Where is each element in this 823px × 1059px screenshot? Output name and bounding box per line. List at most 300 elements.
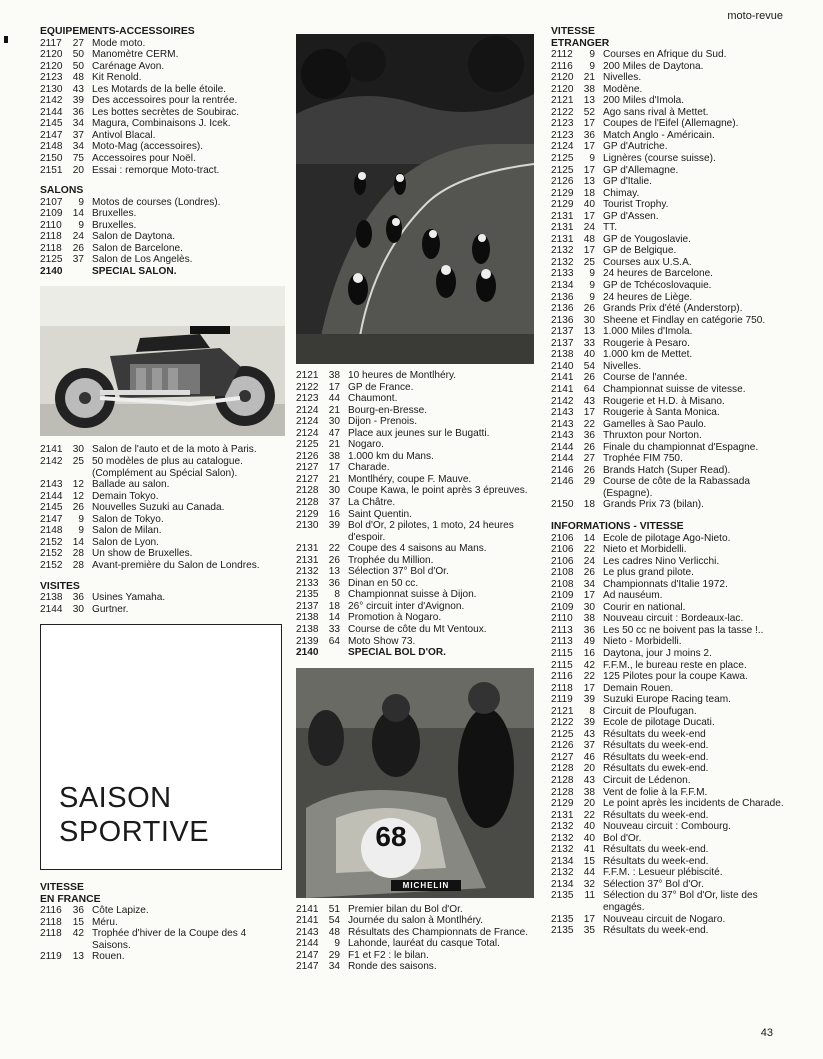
entry-title: Ad nauséum. — [603, 590, 663, 602]
issue-number: 2110 — [40, 219, 62, 231]
index-entry — [40, 479, 285, 491]
issue-number: 2133 — [296, 577, 319, 589]
issue-number: 2135 — [296, 589, 319, 601]
motorcycle-photo — [40, 286, 285, 436]
issue-number: 2140 — [40, 265, 63, 277]
index-entry — [551, 544, 796, 556]
index-entry — [40, 514, 285, 526]
index-entry — [40, 243, 285, 255]
index-entry — [551, 763, 796, 775]
issue-number: 2147 — [296, 949, 319, 961]
entry-title: Grands Prix d'été (Anderstorp). — [603, 303, 743, 315]
entry-title: Bruxelles. — [92, 208, 137, 220]
index-entry — [296, 950, 534, 962]
page-ref: 14 — [72, 208, 84, 220]
issue-number: 2140 — [551, 360, 574, 372]
page-ref: 26 — [72, 502, 84, 514]
index-entry — [551, 476, 796, 499]
index-entry — [551, 683, 796, 695]
entry-title: Championnat suisse à Dijon. — [348, 589, 477, 601]
entry-title: Salon de Daytona. — [92, 231, 176, 243]
page-ref: 15 — [72, 916, 84, 928]
issue-number: 2128 — [296, 485, 319, 497]
index-section — [40, 26, 285, 176]
issue-number: 2143 — [551, 430, 574, 442]
index-entry — [551, 821, 796, 833]
issue-number: 2141 — [551, 383, 574, 395]
index-entry — [551, 706, 796, 718]
entry-title: Ballade au salon. — [92, 479, 170, 491]
index-entry — [551, 234, 796, 246]
entry-title: Courses en Afrique du Sud. — [603, 49, 727, 61]
issue-number: 2132 — [551, 844, 574, 856]
issue-number: 2109 — [551, 601, 574, 613]
entry-title: Nivelles. — [603, 72, 642, 84]
page-ref: 52 — [583, 106, 595, 118]
page-ref: 43 — [583, 395, 595, 407]
index-entry — [296, 589, 534, 601]
page-ref: 32 — [583, 878, 595, 890]
entry-title: Finale du championnat d'Espagne. — [603, 441, 759, 453]
entry-title: Match Anglo - Américain. — [603, 129, 715, 141]
issue-number: 2132 — [551, 245, 574, 257]
page-ref: 36 — [583, 129, 595, 141]
index-entry — [551, 694, 796, 706]
entry-title: Salon de l'auto et de la moto à Paris. — [92, 444, 257, 456]
issue-number: 2147 — [40, 513, 63, 525]
page-ref: 17 — [583, 245, 595, 257]
index-entry — [40, 231, 285, 243]
page-ref: 17 — [583, 164, 595, 176]
index-entry — [551, 107, 796, 119]
index-entry — [40, 72, 285, 84]
page-ref: 12 — [72, 479, 84, 491]
index-entry — [551, 280, 796, 292]
race-track-photo — [296, 34, 534, 364]
col1-visites — [40, 581, 285, 616]
page-ref: 36 — [583, 430, 595, 442]
page-ref: 30 — [72, 444, 84, 456]
entry-title: Modène. — [603, 83, 643, 95]
michelin-banner: MICHELIN — [391, 880, 461, 892]
index-entry — [551, 141, 796, 153]
page-ref: 50 — [72, 49, 84, 61]
page-ref: 9 — [589, 60, 595, 72]
entry-title: Les cadres Nino Verlicchi. — [603, 555, 720, 567]
index-entry — [296, 393, 534, 405]
page-ref: 9 — [589, 153, 595, 165]
issue-number: 2138 — [551, 349, 574, 361]
issue-number: 2144 — [40, 603, 63, 615]
page-ref: 40 — [583, 821, 595, 833]
page-ref: 48 — [328, 926, 340, 938]
index-entry — [296, 566, 534, 578]
entry-title: Courses aux U.S.A. — [603, 256, 692, 268]
index-entry — [551, 188, 796, 200]
index-entry — [551, 419, 796, 431]
index-entry — [551, 303, 796, 315]
issue-number: 2118 — [40, 242, 62, 254]
entry-title: 200 Miles d'Imola. — [603, 95, 685, 107]
index-entry — [40, 130, 285, 142]
entry-title: GP d'Autriche. — [603, 141, 668, 153]
page-ref: 26 — [328, 554, 340, 566]
issue-number: 2116 — [551, 671, 573, 683]
issue-number: 2123 — [551, 118, 574, 130]
entry-title: Antivol Blacal. — [92, 129, 156, 141]
entry-title: Les bottes secrètes de Soubirac. — [92, 106, 240, 118]
index-entry — [296, 462, 534, 474]
index-entry — [551, 798, 796, 810]
index-entry — [551, 292, 796, 304]
entry-title: Course de côte de la Rabassada (Espagne). — [603, 476, 751, 499]
col1-vitesse-france — [40, 882, 285, 963]
entry-title: 26° circuit inter d'Avignon. — [348, 600, 465, 612]
index-entry — [551, 879, 796, 891]
issue-number: 2121 — [296, 370, 319, 381]
issue-number: 2141 — [40, 444, 63, 456]
entry-title: Résultats du week-end. — [603, 925, 709, 937]
issue-number: 2109 — [551, 590, 574, 602]
entry-title: Avant-première du Salon de Londres. — [92, 559, 260, 571]
page-ref: 9 — [334, 938, 340, 950]
entry-title: Thruxton pour Norton. — [603, 430, 702, 442]
index-entry — [551, 84, 796, 96]
entry-title: Nogaro. — [348, 439, 384, 451]
issue-number: 2132 — [551, 867, 574, 879]
index-entry — [40, 84, 285, 96]
issue-number: 2126 — [551, 740, 574, 752]
issue-number: 2122 — [296, 381, 319, 393]
entry-title: Ecole de pilotage Ago-Nieto. — [603, 532, 731, 544]
page-ref: 26 — [583, 464, 595, 476]
index-entry — [551, 914, 796, 926]
entry-title: Résultats du ewek-end. — [603, 763, 709, 775]
page-ref: 36 — [583, 624, 595, 636]
entry-title: Résultats du week-end. — [603, 855, 709, 867]
index-entry — [40, 95, 285, 107]
column-left — [40, 26, 285, 972]
page-ref: 39 — [583, 717, 595, 729]
entry-title: Sélection du 37° Bol d'Or, liste des engagés. — [603, 890, 758, 914]
index-entry — [551, 648, 796, 660]
col3-informations-vitesse — [551, 521, 796, 937]
page-ref: 34 — [328, 961, 340, 973]
page-ref: 14 — [583, 532, 595, 544]
page-ref: 18 — [328, 600, 340, 612]
index-entry — [551, 257, 796, 269]
page-ref: 27 — [583, 453, 595, 465]
page-ref: 9 — [589, 291, 595, 303]
index-entry — [296, 439, 534, 451]
issue-number: 2131 — [296, 554, 319, 566]
issue-number: 2125 — [551, 153, 574, 165]
issue-number: 2136 — [551, 303, 574, 315]
page-ref: 17 — [583, 118, 595, 130]
issue-number: 2142 — [40, 456, 63, 468]
page-ref: 22 — [583, 671, 595, 683]
issue-number: 2116 — [551, 60, 573, 72]
page-ref: 12 — [72, 490, 84, 502]
page-ref: 64 — [328, 635, 340, 647]
index-entry — [40, 592, 285, 604]
entry-title: Montlhéry, coupe F. Mauve. — [348, 473, 472, 485]
index-entry — [40, 560, 285, 572]
page-ref: 36 — [72, 106, 84, 118]
issue-number: 2152 — [40, 559, 63, 571]
saison-sportive-heading — [59, 781, 209, 849]
page-ref: 43 — [72, 83, 84, 95]
page-ref: 17 — [328, 462, 340, 474]
index-entry — [551, 361, 796, 373]
issue-number: 2115 — [551, 647, 573, 659]
entry-title: 200 Miles de Daytona. — [603, 60, 704, 72]
issue-number: 2151 — [40, 164, 63, 176]
page-ref: 20 — [583, 763, 595, 775]
issue-number: 2130 — [40, 83, 63, 95]
index-entry — [40, 254, 285, 266]
entry-title: Gurtner. — [92, 603, 129, 615]
riders-image — [296, 668, 534, 898]
issue-number: 2148 — [40, 525, 63, 537]
entry-title: Rougerie et H.D. à Misano. — [603, 395, 725, 407]
issue-number: 2127 — [296, 473, 319, 485]
issue-number: 2144 — [551, 453, 574, 465]
entry-title: Résultats des Championnats de France. — [348, 926, 529, 938]
entry-title: Kit Renold. — [92, 72, 142, 84]
page-ref: 35 — [583, 925, 595, 937]
entry-title: GP de Belgique. — [603, 245, 677, 257]
page-ref: 25 — [583, 256, 595, 268]
entry-title: 1.000 km de Mettet. — [603, 349, 693, 361]
index-entry — [40, 604, 285, 616]
page-ref: 30 — [328, 416, 340, 428]
page-ref: 36 — [72, 905, 84, 917]
index-entry — [551, 245, 796, 257]
col1-sections — [40, 26, 285, 277]
page-ref: 26 — [583, 567, 595, 579]
entry-title: Résultats du week-end. — [603, 809, 709, 821]
index-entry — [551, 407, 796, 419]
index-entry — [551, 268, 796, 280]
entry-title: Bruxelles. — [92, 219, 137, 231]
issue-number: 2125 — [40, 254, 63, 266]
entry-title: 24 heures de Barcelone. — [603, 268, 713, 280]
entry-title: Trophée du Million. — [348, 554, 434, 566]
issue-number: 2150 — [40, 153, 63, 165]
index-entry — [296, 497, 534, 509]
page-ref: 26 — [583, 303, 595, 315]
issue-number: 2115 — [551, 659, 573, 671]
entry-title: GP de Tchécoslovaquie. — [603, 280, 712, 292]
index-entry — [551, 556, 796, 568]
issue-number: 2127 — [551, 751, 574, 763]
page-ref: 24 — [583, 555, 595, 567]
entry-title: Méru. — [92, 916, 118, 928]
index-entry — [296, 428, 534, 440]
index-entry — [551, 396, 796, 408]
issue-number: 2118 — [551, 682, 573, 694]
index-entry — [296, 382, 534, 394]
entry-title: Nouveau circuit de Nogaro. — [603, 913, 726, 925]
page-ref: 9 — [78, 513, 84, 525]
issue-number: 2118 — [40, 928, 62, 940]
issue-number: 2113 — [551, 636, 573, 648]
index-entry — [296, 520, 534, 543]
page-ref: 47 — [328, 427, 340, 439]
section-title: INFORMATIONS - VITESSE — [551, 520, 684, 532]
entry-title: Usines Yamaha. — [92, 592, 166, 604]
column-right — [551, 26, 796, 946]
entry-title: Vent de folie à la F.F.M. — [603, 786, 708, 798]
issue-number: 2134 — [551, 280, 574, 292]
issue-number: 2119 — [551, 694, 573, 706]
page-ref: 34 — [72, 118, 84, 130]
entry-title: SPECIAL BOL D'OR. — [348, 647, 446, 659]
page-ref: 13 — [583, 176, 595, 188]
page-ref: 49 — [583, 636, 595, 648]
entry-title: Brands Hatch (Super Read). — [603, 464, 731, 476]
entry-title: Moto-Mag (accessoires). — [92, 141, 204, 153]
page-ref: 9 — [589, 268, 595, 280]
entry-title: Championnats d'Italie 1972. — [603, 578, 728, 590]
issue-number: 2110 — [551, 613, 573, 625]
entry-title: Rouen. — [92, 951, 125, 963]
page-ref: 22 — [583, 809, 595, 821]
index-entry — [551, 453, 796, 465]
issue-number: 2131 — [551, 809, 574, 821]
entry-title: Suzuki Europe Racing team. — [603, 694, 731, 706]
issue-number: 2131 — [551, 222, 574, 234]
index-entry — [296, 474, 534, 486]
entry-title: GP d'Assen. — [603, 210, 659, 222]
issue-number: 2138 — [296, 624, 319, 636]
page-ref: 44 — [583, 867, 595, 879]
entry-title: Résultats du week-end. — [603, 844, 709, 856]
page-ref: 20 — [72, 164, 84, 176]
index-entry — [296, 509, 534, 521]
index-entry — [296, 416, 534, 428]
entry-title: Le plus grand pilote. — [603, 567, 694, 579]
entry-title: Lignères (course suisse). — [603, 153, 716, 165]
index-entry — [551, 890, 796, 913]
index-entry — [40, 220, 285, 232]
saison-line2: SPORTIVE — [59, 816, 210, 849]
page-ref: 14 — [72, 536, 84, 548]
page-ref: 38 — [328, 370, 340, 381]
page-ref: 39 — [328, 520, 340, 532]
entry-title: Bol d'Or, 2 pilotes, 1 moto, 24 heures d'espoir. — [348, 520, 514, 543]
page-ref: 17 — [583, 913, 595, 925]
issue-number: 2144 — [551, 441, 574, 453]
page-ref: 15 — [583, 855, 595, 867]
entry-title: GP de Yougoslavie. — [603, 233, 691, 245]
issue-number: 2139 — [296, 635, 319, 647]
issue-number: 2135 — [551, 890, 574, 902]
index-entry — [551, 372, 796, 384]
index-entry — [551, 613, 796, 625]
index-entry — [40, 548, 285, 560]
index-entry — [296, 904, 534, 916]
entry-title: Championnat suisse de vitesse. — [603, 383, 746, 395]
index-entry — [551, 567, 796, 579]
entry-title: Motos de courses (Londres). — [92, 196, 221, 208]
entry-title: F.F.M. : Lesueur plébiscité. — [603, 867, 723, 879]
index-entry — [296, 578, 534, 590]
entry-title: Trophée FIM 750. — [603, 453, 683, 465]
page-ref: 33 — [583, 337, 595, 349]
page-ref: 26 — [583, 441, 595, 453]
page-ref: 28 — [72, 559, 84, 571]
issue-number: 2124 — [551, 141, 574, 153]
page-ref: 17 — [583, 141, 595, 153]
index-entry — [551, 165, 796, 177]
entry-title: Chimay. — [603, 187, 640, 199]
page-ref: 20 — [583, 798, 595, 810]
issue-number: 2108 — [551, 567, 574, 579]
race-number: 68 — [375, 820, 407, 852]
index-entry — [296, 647, 534, 659]
index-entry — [551, 211, 796, 223]
issue-number: 2122 — [551, 106, 574, 118]
index-entry — [551, 602, 796, 614]
entry-title: Dinan en 50 cc. — [348, 577, 419, 589]
index-entry — [551, 384, 796, 396]
issue-number: 2132 — [296, 566, 319, 578]
issue-number: 2123 — [551, 129, 574, 141]
issue-number: 2129 — [551, 199, 574, 211]
index-entry — [551, 925, 796, 937]
section-title: VITESSE — [40, 882, 84, 894]
issue-number: 2106 — [551, 544, 574, 556]
index-entry — [40, 928, 285, 951]
page-ref: 28 — [72, 548, 84, 560]
issue-number: 2108 — [551, 578, 574, 590]
index-entry — [296, 915, 534, 927]
index-entry — [551, 579, 796, 591]
issue-number: 2106 — [551, 532, 574, 544]
issue-number: 2125 — [551, 164, 574, 176]
index-entry — [551, 442, 796, 454]
index-entry — [40, 951, 285, 963]
index-entry — [551, 625, 796, 637]
index-entry — [551, 671, 796, 683]
page-ref: 54 — [328, 915, 340, 927]
entry-title: Rougerie à Santa Monica. — [603, 407, 720, 419]
issue-number: 2124 — [296, 404, 319, 416]
index-entry — [296, 636, 534, 648]
index-entry — [296, 601, 534, 613]
index-entry — [296, 405, 534, 417]
page-ref: 48 — [72, 72, 84, 84]
index-entry — [551, 326, 796, 338]
page-ref: 30 — [328, 485, 340, 497]
page-ref: 16 — [328, 508, 340, 520]
entry-title: Accessoires pour Noël. — [92, 153, 196, 165]
index-section — [40, 185, 285, 277]
page-ref: 42 — [72, 928, 84, 940]
entry-title: Coupe Kawa, le point après 3 épreuves. — [348, 485, 528, 497]
index-entry — [296, 370, 534, 382]
index-entry — [40, 49, 285, 61]
entry-title: Journée du salon à Montlhéry. — [348, 915, 484, 927]
entry-title: Nieto - Morbidelli. — [603, 636, 682, 648]
col2-entries-b — [296, 904, 534, 973]
issue-number: 2128 — [296, 497, 319, 509]
issue-number: 2129 — [296, 508, 319, 520]
index-entry — [40, 917, 285, 929]
issue-number: 2132 — [551, 832, 574, 844]
